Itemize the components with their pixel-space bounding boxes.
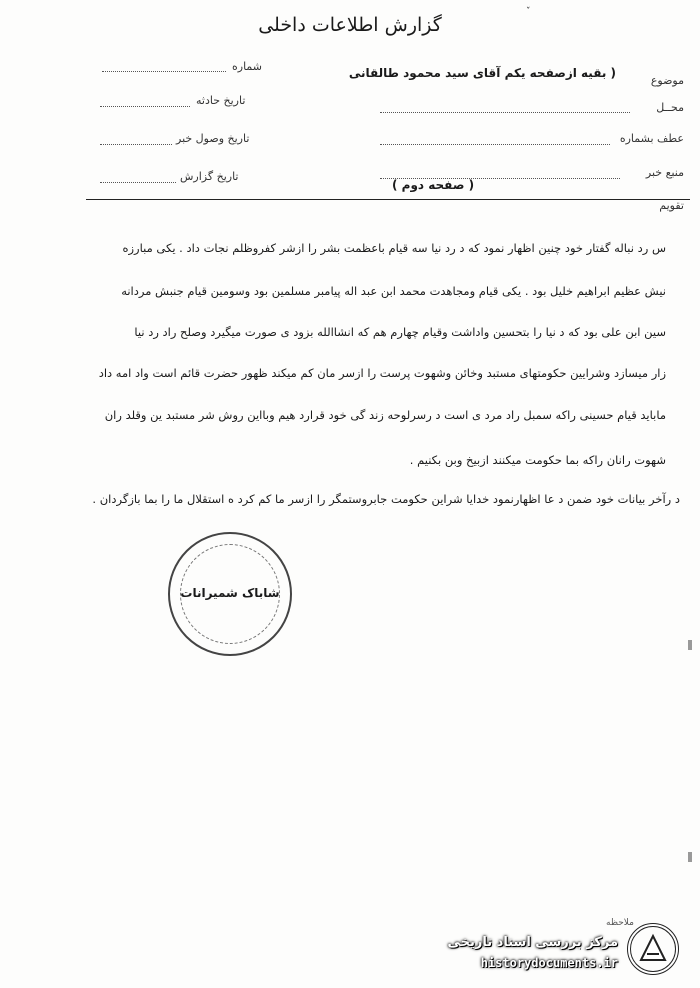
location-field — [380, 112, 630, 113]
scan-mark — [688, 852, 692, 862]
body-line-2: نیش عظیم ابراهیم خلیل بود . یکی قیام ومجاهدت محمد ابن عبد اله پیامبر مسلمین بود وسومین قیام جنبش مردانه — [121, 284, 666, 298]
report-date-label: تاریخ گزارش — [180, 170, 239, 183]
body-line-3: سین ابن علی بود که د نیا را بتحسین واداشت وقیام چهارم هم که انشاالله بزود ی صورت میگیرد وصلح راد رد نیا — [134, 325, 666, 339]
stamp-text: شاباک شمیرانات — [180, 586, 280, 600]
watermark-url: historydocuments.ir — [480, 956, 618, 970]
reference-field — [380, 144, 610, 145]
number-label: شماره — [232, 60, 263, 73]
watermark-title: مرکز بررسی اسناد تاریخی — [447, 935, 618, 950]
event-date-label: تاریخ حادثه — [196, 94, 246, 107]
receipt-date-field — [100, 144, 172, 145]
receipt-date-label: تاریخ وصول خبر — [176, 132, 250, 145]
document-title: گزارش اطلاعات داخلی — [258, 14, 442, 36]
number-field — [102, 71, 226, 72]
watermark-logo-icon — [626, 922, 680, 976]
body-line-6: شهوت رانان راکه بما حکومت میکنند ازبیخ وبن بکنیم . — [409, 453, 666, 467]
footer-label: ملاحظه — [606, 918, 634, 928]
evaluation-label: تقویم — [659, 199, 684, 212]
subject-value: ( بقیه ازصفحه یکم آقای سید محمود طالقانی — [348, 66, 616, 80]
body-line-4: زار میسازد وشرایین حکومتهای مستبد وخائن وشهوت پرست را ازسر مان کم میکند ظهور حضرت قائم است واد امه داد — [98, 366, 666, 380]
scan-mark — [688, 640, 692, 650]
report-date-field — [100, 182, 176, 183]
source-label: منبع خبر — [645, 166, 684, 179]
official-stamp — [168, 532, 292, 656]
subject-label: موضوع — [650, 74, 684, 87]
event-date-field — [100, 106, 190, 107]
page-note: ( صفحه دوم ) — [392, 178, 475, 192]
location-label: محــل — [656, 101, 684, 114]
reference-label: عطف بشماره — [619, 132, 684, 145]
body-line-7: د رآخر بیانات خود ضمن د عا اظهارنمود خدایا شراین حکومت جابروستمگر را ازسر ما کم کرد ه استقلال ما را بما بازگردان . — [92, 492, 680, 506]
body-line-1: س رد نباله گفتار خود چنین اظهار نمود که د رد نیا سه قیام باعظمت بشر را ازشر کفروظلم نجات داد . یکی مبارزه — [122, 241, 666, 255]
header-divider — [86, 199, 690, 200]
body-line-5: ماباید قیام حسینی راکه سمبل راد مرد ی است د رسرلوحه زند گی خود قرارد هیم وبااین روش شر مستبد ین وقلد ران — [104, 408, 666, 422]
corner-mark: ˇ — [526, 7, 531, 17]
